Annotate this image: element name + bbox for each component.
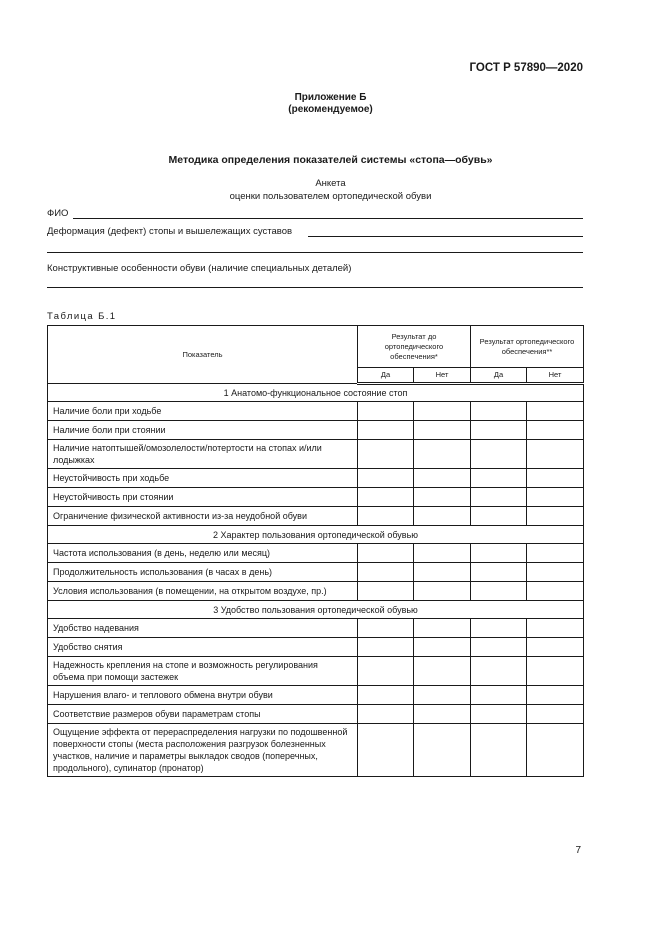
before-yes-cell[interactable] bbox=[358, 619, 414, 638]
after-yes-cell[interactable] bbox=[471, 638, 527, 657]
before-yes-cell[interactable] bbox=[358, 402, 414, 421]
after-yes-cell[interactable] bbox=[471, 657, 527, 686]
questionnaire-subtitle: оценки пользователем ортопедической обуви bbox=[229, 191, 432, 202]
indicator-cell: Неустойчивость при стоянии bbox=[48, 488, 358, 507]
section-title: 2 Характер пользования ортопедической обувью bbox=[48, 526, 584, 544]
before-yes-cell[interactable] bbox=[358, 507, 414, 526]
table-row bbox=[48, 402, 584, 421]
questionnaire-title: Анкета bbox=[315, 178, 346, 189]
before-yes-cell[interactable] bbox=[358, 544, 414, 563]
after-yes-cell[interactable] bbox=[471, 582, 527, 601]
after-no-cell[interactable] bbox=[527, 421, 584, 440]
before-no-cell[interactable] bbox=[414, 619, 471, 638]
before-no-cell[interactable] bbox=[414, 563, 471, 582]
section-row bbox=[48, 384, 584, 402]
after-no-cell[interactable] bbox=[527, 582, 584, 601]
before-no-cell[interactable] bbox=[414, 402, 471, 421]
table-row bbox=[48, 544, 584, 563]
indicator-cell: Надежность крепления на стопе и возможность регулирования объема при помощи застежек bbox=[48, 657, 358, 686]
page-number: 7 bbox=[575, 845, 581, 856]
before-no-cell[interactable] bbox=[414, 488, 471, 507]
before-no-cell[interactable] bbox=[414, 724, 471, 777]
before-yes-cell[interactable] bbox=[358, 440, 414, 469]
indicator-cell: Соответствие размеров обуви параметрам стопы bbox=[48, 705, 358, 724]
before-yes-cell[interactable] bbox=[358, 421, 414, 440]
section-title: 3 Удобство пользования ортопедической обувью bbox=[48, 601, 584, 619]
features-line[interactable] bbox=[47, 287, 583, 288]
table-row bbox=[48, 488, 584, 507]
indicator-cell: Наличие боли при ходьбе bbox=[48, 402, 358, 421]
fio-line[interactable] bbox=[73, 218, 583, 219]
after-no-cell[interactable] bbox=[527, 657, 584, 686]
deformation-line[interactable] bbox=[308, 236, 583, 237]
section-row bbox=[48, 526, 584, 544]
before-yes-cell[interactable] bbox=[358, 488, 414, 507]
indicator-cell: Удобство снятия bbox=[48, 638, 358, 657]
after-no-cell[interactable] bbox=[527, 402, 584, 421]
col-after-no: Нет bbox=[527, 368, 584, 384]
appendix-type: (рекомендуемое) bbox=[288, 104, 373, 115]
indicator-cell: Нарушения влаго- и теплового обмена внутри обуви bbox=[48, 686, 358, 705]
before-no-cell[interactable] bbox=[414, 469, 471, 488]
indicator-cell: Условия использования (в помещении, на открытом воздухе, пр.) bbox=[48, 582, 358, 601]
method-title: Методика определения показателей системы «стопа—обувь» bbox=[168, 154, 493, 166]
table-caption: Таблица Б.1 bbox=[47, 311, 117, 322]
before-no-cell[interactable] bbox=[414, 421, 471, 440]
before-yes-cell[interactable] bbox=[358, 724, 414, 777]
after-yes-cell[interactable] bbox=[471, 544, 527, 563]
after-yes-cell[interactable] bbox=[471, 724, 527, 777]
indicator-cell: Удобство надевания bbox=[48, 619, 358, 638]
after-no-cell[interactable] bbox=[527, 619, 584, 638]
table-row bbox=[48, 582, 584, 601]
features-label: Конструктивные особенности обуви (наличие специальных деталей) bbox=[47, 263, 352, 274]
before-yes-cell[interactable] bbox=[358, 638, 414, 657]
indicators-table bbox=[47, 325, 584, 777]
after-no-cell[interactable] bbox=[527, 638, 584, 657]
table-row bbox=[48, 440, 584, 469]
after-yes-cell[interactable] bbox=[471, 686, 527, 705]
col-after-yes: Да bbox=[471, 368, 527, 384]
before-yes-cell[interactable] bbox=[358, 657, 414, 686]
after-yes-cell[interactable] bbox=[471, 402, 527, 421]
deformation-line-2[interactable] bbox=[47, 252, 583, 253]
indicator-cell: Ощущение эффекта от перераспределения нагрузки по подошвенной поверхности стопы (места расположения разгрузок болезненных участков, наличие и параметры выкладок сводов (поперечных, продольного), супинатор (пронатор) bbox=[48, 724, 358, 777]
after-no-cell[interactable] bbox=[527, 724, 584, 777]
after-no-cell[interactable] bbox=[527, 563, 584, 582]
after-no-cell[interactable] bbox=[527, 544, 584, 563]
indicator-cell: Продолжительность использования (в часах в день) bbox=[48, 563, 358, 582]
before-yes-cell[interactable] bbox=[358, 563, 414, 582]
table-row bbox=[48, 638, 584, 657]
table-row bbox=[48, 705, 584, 724]
table-row bbox=[48, 563, 584, 582]
table-body bbox=[48, 384, 584, 777]
before-no-cell[interactable] bbox=[414, 705, 471, 724]
col-indicator-header: Показатель bbox=[48, 326, 358, 384]
before-no-cell[interactable] bbox=[414, 582, 471, 601]
col-before-no: Нет bbox=[414, 368, 471, 384]
table-row bbox=[48, 421, 584, 440]
after-no-cell[interactable] bbox=[527, 705, 584, 724]
after-no-cell[interactable] bbox=[527, 440, 584, 469]
table-row bbox=[48, 686, 584, 705]
before-no-cell[interactable] bbox=[414, 544, 471, 563]
section-row bbox=[48, 601, 584, 619]
after-yes-cell[interactable] bbox=[471, 488, 527, 507]
before-yes-cell[interactable] bbox=[358, 469, 414, 488]
indicator-cell: Ограничение физической активности из-за неудобной обуви bbox=[48, 507, 358, 526]
after-no-cell[interactable] bbox=[527, 469, 584, 488]
after-yes-cell[interactable] bbox=[471, 469, 527, 488]
after-yes-cell[interactable] bbox=[471, 440, 527, 469]
indicator-cell: Наличие боли при стоянии bbox=[48, 421, 358, 440]
indicator-cell: Неустойчивость при ходьбе bbox=[48, 469, 358, 488]
table-row bbox=[48, 619, 584, 638]
before-yes-cell[interactable] bbox=[358, 686, 414, 705]
before-no-cell[interactable] bbox=[414, 657, 471, 686]
standard-number: ГОСТ Р 57890—2020 bbox=[469, 62, 583, 74]
col-after-header: Результат ортопедического обеспечения** bbox=[471, 326, 584, 368]
before-yes-cell[interactable] bbox=[358, 705, 414, 724]
table-row bbox=[48, 657, 584, 686]
before-yes-cell[interactable] bbox=[358, 582, 414, 601]
indicator-cell: Частота использования (в день, неделю или месяц) bbox=[48, 544, 358, 563]
before-no-cell[interactable] bbox=[414, 638, 471, 657]
col-before-header: Результат до ортопедического обеспечения* bbox=[358, 326, 471, 368]
before-no-cell[interactable] bbox=[414, 686, 471, 705]
after-no-cell[interactable] bbox=[527, 507, 584, 526]
table-row bbox=[48, 507, 584, 526]
before-no-cell[interactable] bbox=[414, 440, 471, 469]
indicator-cell: Наличие натоптышей/омозолелости/потертости на стопах и/или лодыжках bbox=[48, 440, 358, 469]
after-yes-cell[interactable] bbox=[471, 507, 527, 526]
col-before-yes: Да bbox=[358, 368, 414, 384]
section-title: 1 Анатомо-функциональное состояние стоп bbox=[48, 384, 584, 402]
after-yes-cell[interactable] bbox=[471, 705, 527, 724]
appendix-title: Приложение Б bbox=[294, 92, 367, 103]
deformation-label: Деформация (дефект) стопы и вышележащих суставов bbox=[47, 226, 293, 237]
table-row bbox=[48, 724, 584, 777]
after-yes-cell[interactable] bbox=[471, 619, 527, 638]
table-row bbox=[48, 469, 584, 488]
after-yes-cell[interactable] bbox=[471, 563, 527, 582]
after-no-cell[interactable] bbox=[527, 686, 584, 705]
after-yes-cell[interactable] bbox=[471, 421, 527, 440]
before-no-cell[interactable] bbox=[414, 507, 471, 526]
fio-label: ФИО bbox=[47, 208, 69, 219]
after-no-cell[interactable] bbox=[527, 488, 584, 507]
